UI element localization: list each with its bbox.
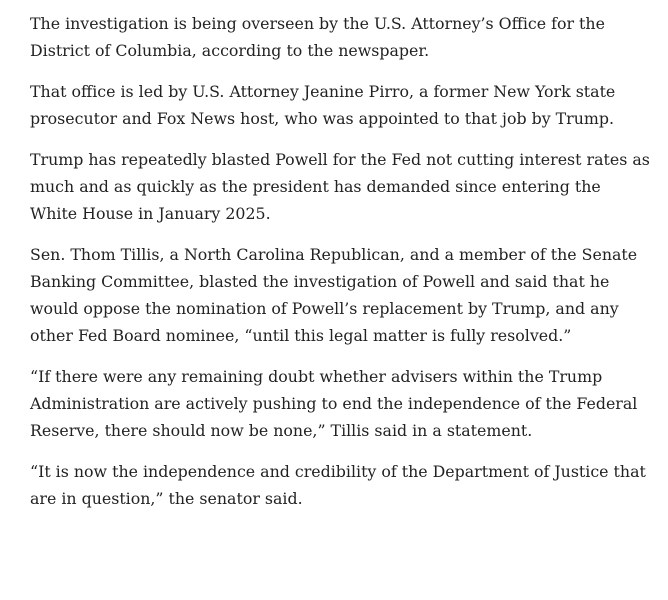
paragraph-trump-powell-rates: Trump has repeatedly blasted Powell for the Fed not cutting interest rates as much and as quickly as the president has demanded since entering the White House in January 2025. [30,150,650,223]
paragraph-senator-quote: “It is now the independence and credibility of the Department of Justice that are in question,” the senator said. [30,462,646,508]
paragraph-tillis-opposition: Sen. Thom Tillis, a North Carolina Republican, and a member of the Senate Banking Committee, blasted the investigation of Powell and said that he would oppose the nomination of Powell’s replacement by Trump, and any other Fed Board nominee, “until this legal matter is fully resolved.” [30,245,638,345]
paragraph-jeanine-pirro: That office is led by U.S. Attorney Jeanine Pirro, a former New York state prosecutor and Fox News host, who was appointed to that job by Trump. [30,82,616,128]
paragraph-us-attorney-office: The investigation is being overseen by the U.S. Attorney’s Office for the District of Columbia, according to the newspaper. [30,14,605,60]
paragraph-tillis-quote: “If there were any remaining doubt whether advisers within the Trump Administration are actively pushing to end the independence of the Federal Reserve, there should now be none,” Tillis said in a statement. [30,367,638,440]
article-body [30,10,650,526]
